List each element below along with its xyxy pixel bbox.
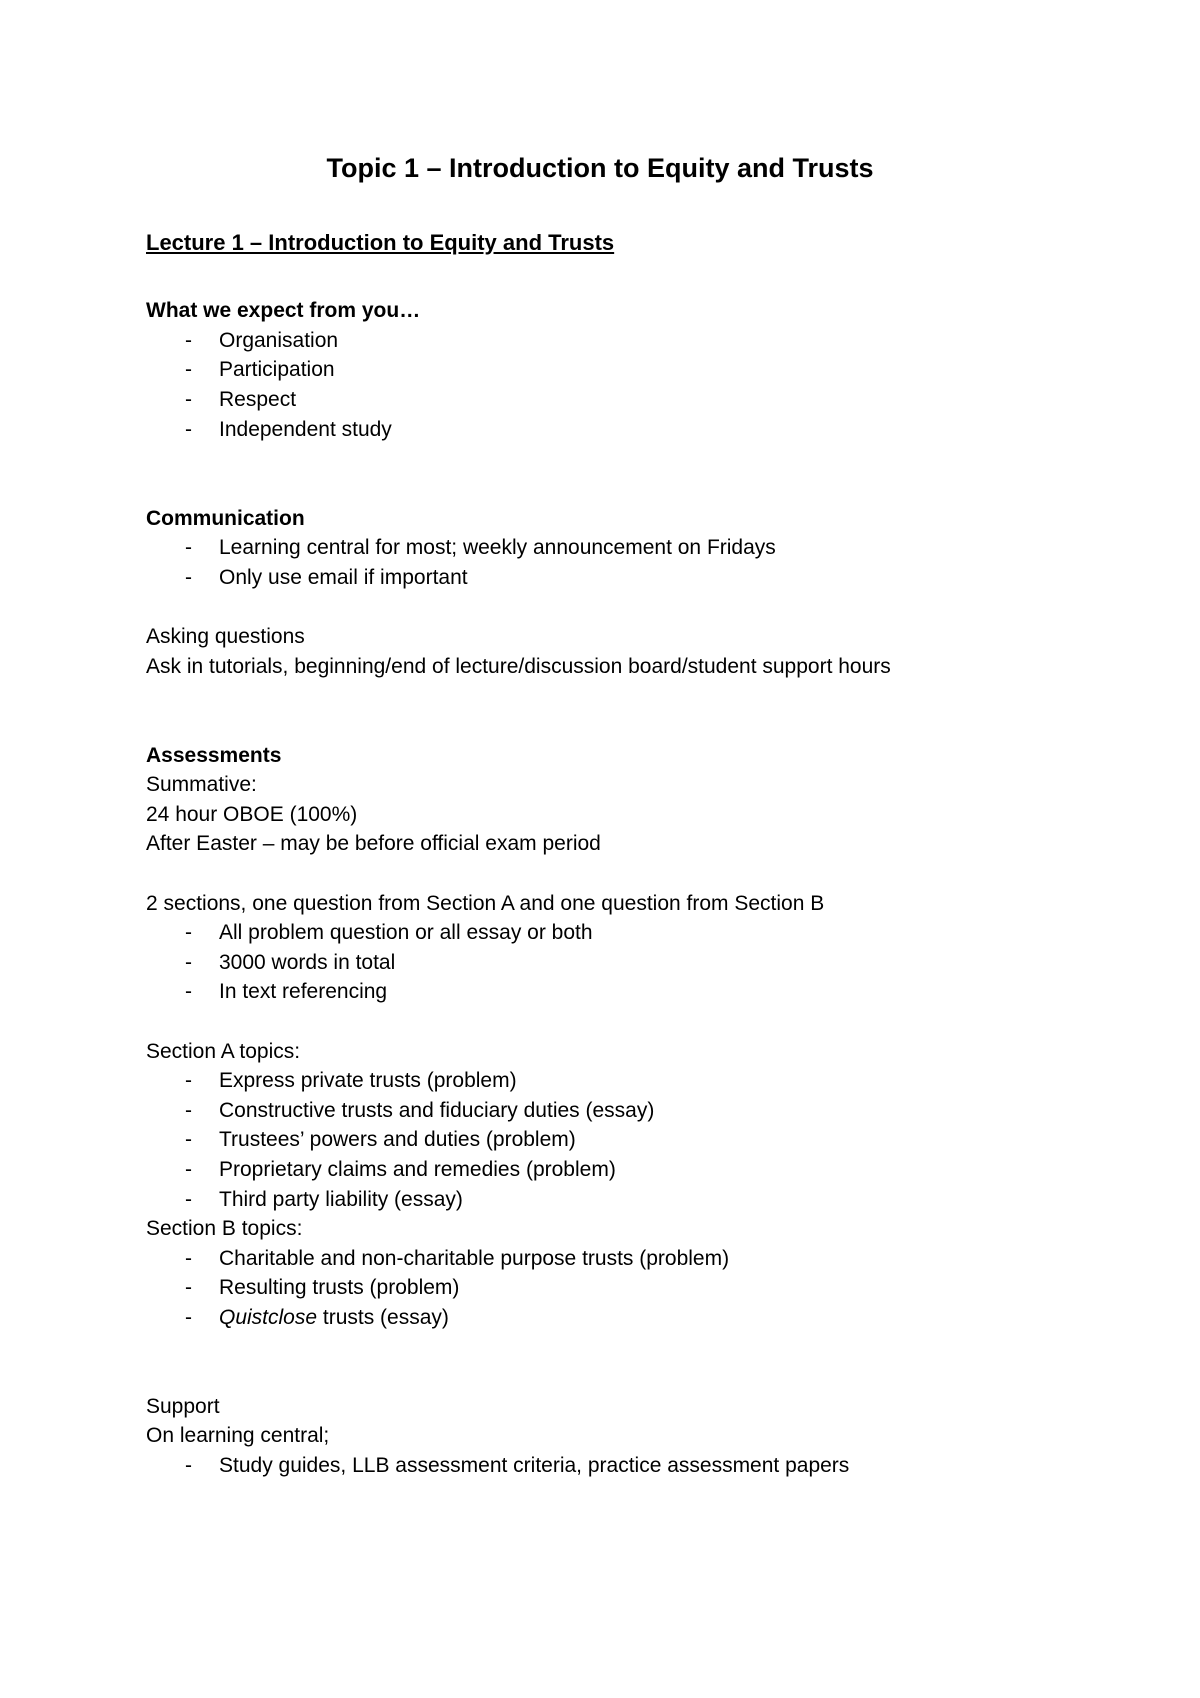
page-title: Topic 1 – Introduction to Equity and Trusts: [326, 153, 874, 183]
bullet-dash: -: [185, 951, 192, 974]
list-item: Resulting trusts (problem): [219, 1276, 460, 1299]
list-item: Trustees’ powers and duties (problem): [219, 1128, 576, 1151]
questions-text: Ask in tutorials, beginning/end of lecture/discussion board/student support hours: [146, 655, 891, 678]
list-item: Respect: [219, 388, 297, 411]
quistclose-italic: Quistclose: [219, 1306, 318, 1329]
expect-heading: What we expect from you…: [146, 299, 421, 322]
bullet-dash: -: [185, 1276, 192, 1299]
list-item: Study guides, LLB assessment criteria, practice assessment papers: [219, 1454, 850, 1477]
list-item: Express private trusts (problem): [219, 1069, 517, 1092]
lecture-heading: Lecture 1 – Introduction to Equity and Trusts: [146, 230, 615, 255]
bullet-dash: -: [185, 566, 192, 589]
list-item: Participation: [219, 358, 335, 381]
questions-heading: Asking questions: [146, 625, 305, 648]
list-item: Third party liability (essay): [219, 1188, 463, 1211]
list-item: Proprietary claims and remedies (problem): [219, 1158, 616, 1181]
oboe-text: 24 hour OBOE (100%): [146, 803, 358, 826]
list-item: All problem question or all essay or both: [219, 921, 593, 944]
bullet-dash: -: [185, 418, 192, 441]
bullet-dash: -: [185, 358, 192, 381]
section-a-heading: Section A topics:: [146, 1040, 301, 1063]
timing-text: After Easter – may be before official exam period: [146, 832, 601, 855]
bullet-dash: -: [185, 980, 192, 1003]
list-item: In text referencing: [219, 980, 388, 1003]
bullet-dash: -: [185, 1158, 192, 1181]
section-b-heading: Section B topics:: [146, 1217, 303, 1240]
bullet-dash: -: [185, 536, 192, 559]
support-heading: Support: [146, 1395, 220, 1418]
summative-label: Summative:: [146, 773, 257, 796]
list-item: 3000 words in total: [219, 951, 396, 974]
quistclose-rest: trusts (essay): [317, 1306, 449, 1329]
list-item: [219, 1304, 449, 1332]
bullet-dash: -: [185, 1188, 192, 1211]
support-text: On learning central;: [146, 1424, 330, 1447]
bullet-dash: -: [185, 329, 192, 352]
bullet-dash: -: [185, 1069, 192, 1092]
assessments-heading: Assessments: [146, 744, 282, 767]
sections-text: 2 sections, one question from Section A and one question from Section B: [146, 892, 825, 915]
list-item: Charitable and non-charitable purpose trusts (problem): [219, 1247, 730, 1270]
bullet-dash: -: [185, 921, 192, 944]
communication-heading: Communication: [146, 507, 305, 530]
bullet-dash: -: [185, 388, 192, 411]
bullet-dash: -: [185, 1247, 192, 1270]
list-item: Constructive trusts and fiduciary duties (essay): [219, 1099, 655, 1122]
bullet-dash: -: [185, 1099, 192, 1122]
list-item: Learning central for most; weekly announcement on Fridays: [219, 536, 776, 559]
list-item: Only use email if important: [219, 566, 468, 589]
bullet-dash: -: [185, 1128, 192, 1151]
list-item: Organisation: [219, 329, 339, 352]
bullet-dash: -: [185, 1306, 192, 1329]
bullet-dash: -: [185, 1454, 192, 1477]
list-item: Independent study: [219, 418, 392, 441]
